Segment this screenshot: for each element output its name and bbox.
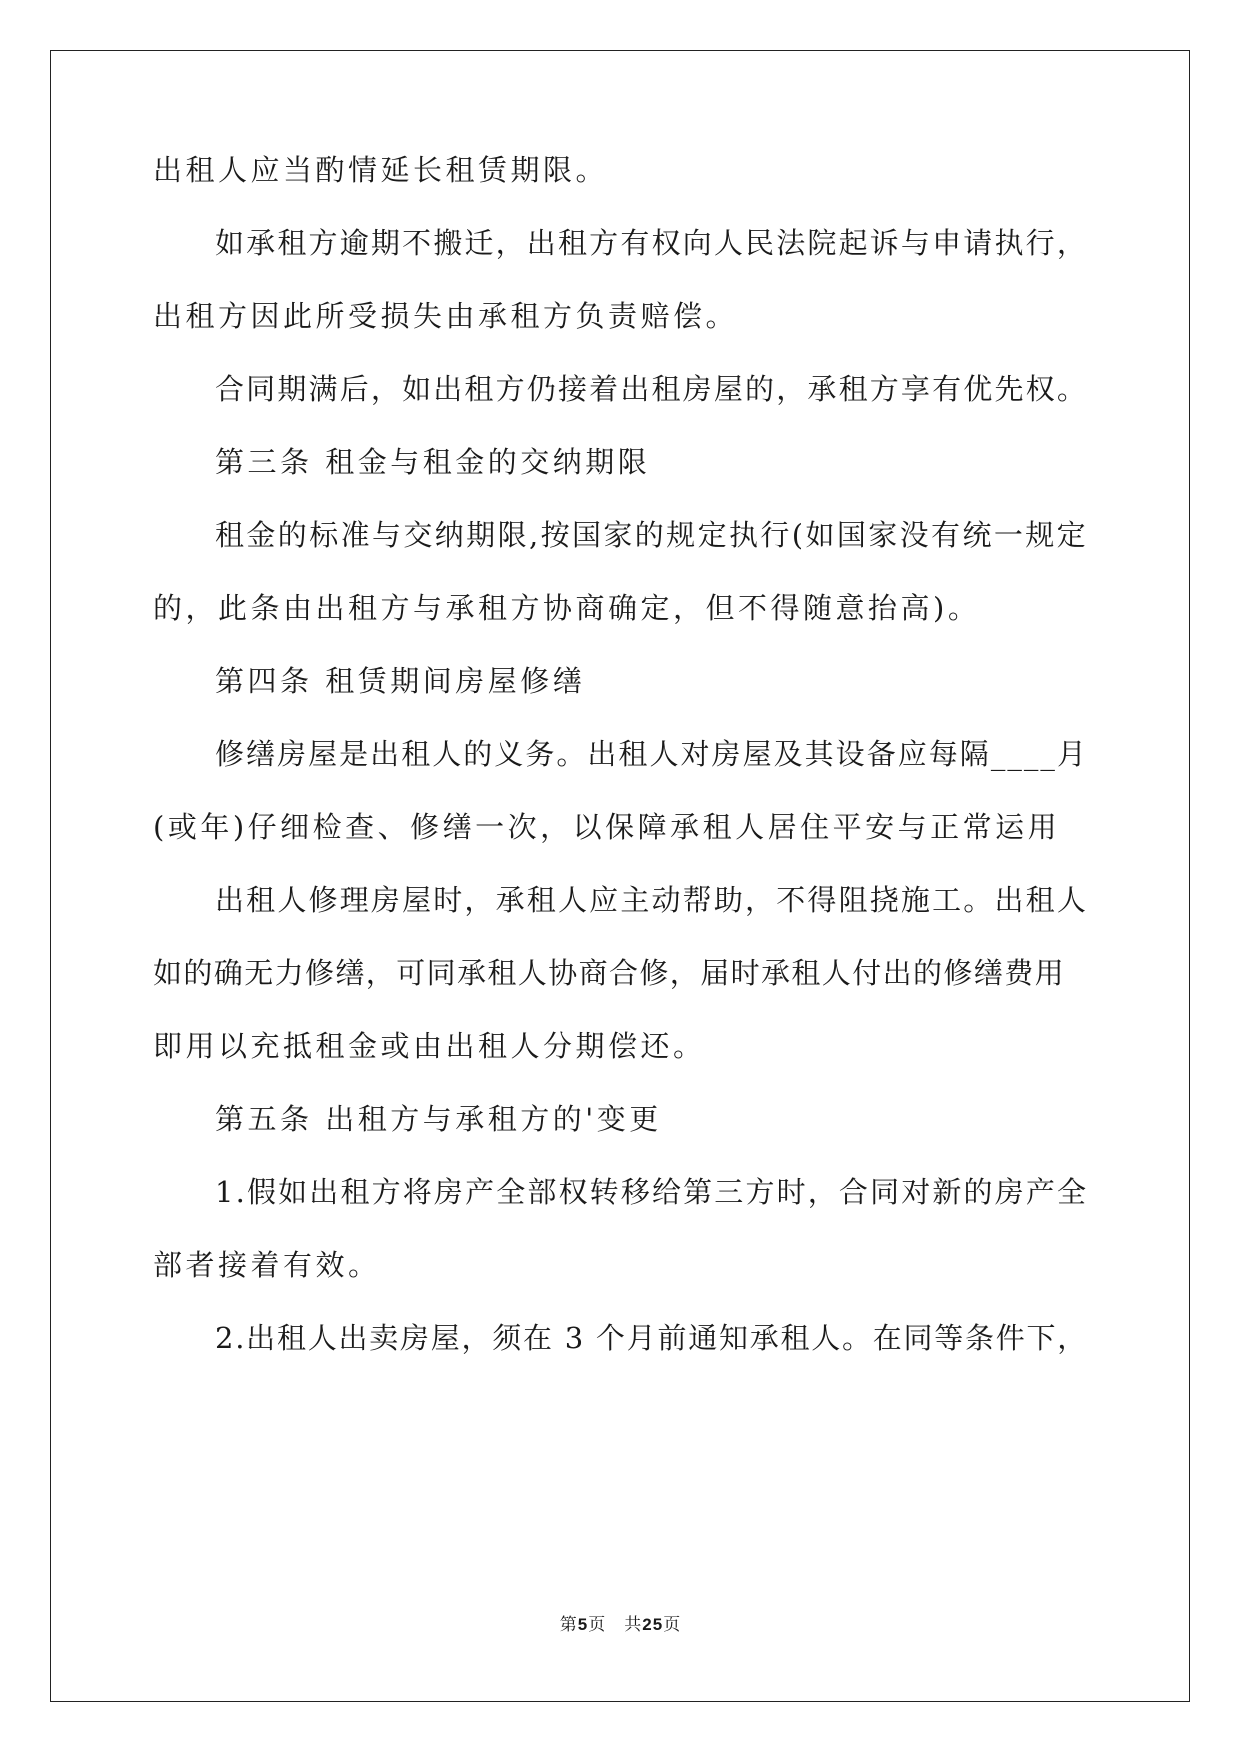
list-item-2: 2.出租人出卖房屋，须在 3 个月前通知承租人。在同等条件下， [215, 1321, 1089, 1355]
paragraph-line: 合同期满后，如出租方仍接着出租房屋的，承租方享有优先权。 [215, 372, 1089, 406]
section-heading-article-3: 第三条 租金与租金的交纳期限 [215, 445, 651, 479]
text-line: (或年)仔细检查、修缮一次，以保障承租人居住平安与正常运用 [153, 810, 1061, 844]
text-line: 如的确无力修缮，可同承租人协商合修，届时承租人付出的修缮费用 [153, 956, 1066, 990]
page-suffix: 页 [588, 1615, 607, 1635]
text-line: 出租方因此所受损失由承租方负责赔偿。 [153, 299, 739, 333]
paragraph-line: 出租人修理房屋时，承租人应主动帮助，不得阻挠施工。出租人 [215, 883, 1089, 917]
total-suffix: 页 [663, 1615, 682, 1635]
text-line: 部者接着有效。 [153, 1248, 381, 1282]
list-item-1: 1.假如出租方将房产全部权转移给第三方时，合同对新的房产全 [215, 1175, 1089, 1209]
section-heading-article-4: 第四条 租赁期间房屋修缮 [215, 664, 586, 698]
paragraph-line: 修缮房屋是出租人的义务。出租人对房屋及其设备应每隔____月 [215, 737, 1089, 771]
text-line: 的，此条由出租方与承租方协商确定，但不得随意抬高)。 [153, 591, 981, 625]
page-prefix: 第 [559, 1615, 578, 1635]
total-pages: 25 [642, 1615, 664, 1634]
section-heading-article-5: 第五条 出租方与承租方的'变更 [215, 1102, 662, 1136]
page-footer [0, 1610, 1241, 1635]
total-prefix: 共 [624, 1615, 643, 1635]
paragraph-line: 如承租方逾期不搬迁，出租方有权向人民法院起诉与申请执行， [215, 226, 1089, 260]
paragraph-line: 租金的标准与交纳期限,按国家的规定执行(如国家没有统一规定 [215, 518, 1089, 552]
text-line: 出租人应当酌情延长租赁期限。 [153, 153, 609, 187]
text-line: 即用以充抵租金或由出租人分期偿还。 [153, 1029, 706, 1063]
page-number: 5 [577, 1615, 589, 1634]
